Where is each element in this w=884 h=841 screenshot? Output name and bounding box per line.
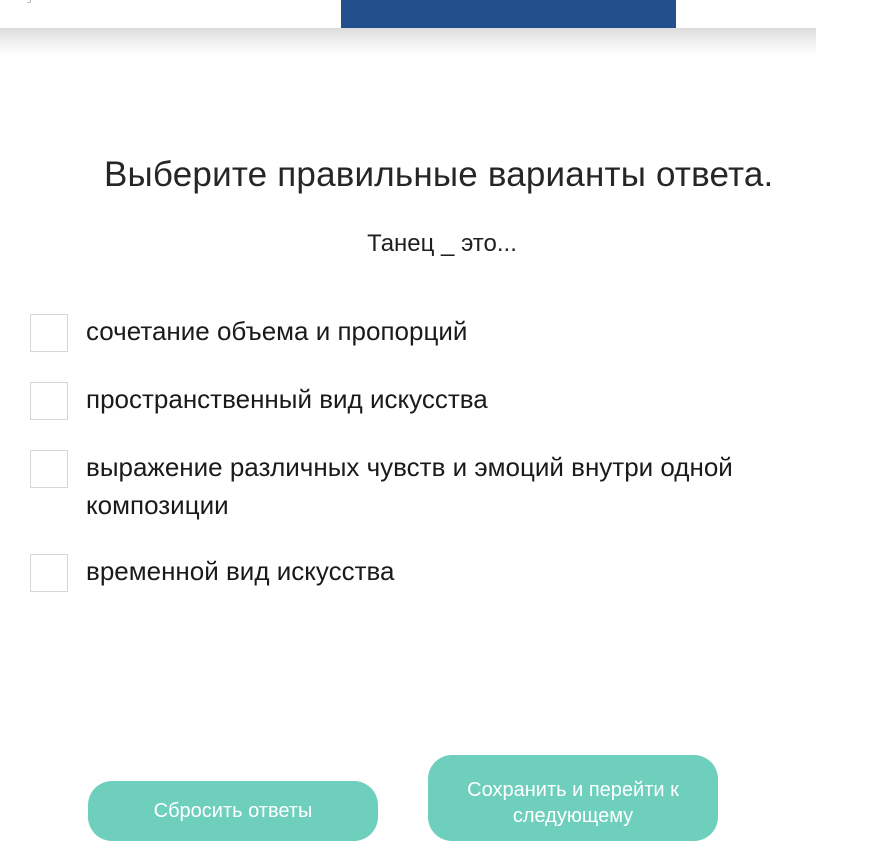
menu-corner-icon <box>27 0 35 4</box>
answer-options-list <box>30 312 816 620</box>
answer-checkbox[interactable] <box>30 382 68 420</box>
top-navigation-bar <box>0 0 816 28</box>
question-text: Танец _ это... <box>367 230 517 257</box>
answer-option[interactable] <box>30 312 816 352</box>
header-shadow <box>0 28 816 56</box>
reset-answers-button[interactable]: Сбросить ответы <box>88 781 378 841</box>
answer-option[interactable] <box>30 380 816 420</box>
answer-checkbox[interactable] <box>30 554 68 592</box>
instruction-heading: Выберите правильные варианты ответа. <box>104 155 774 194</box>
answer-checkbox[interactable] <box>30 314 68 352</box>
save-and-next-button[interactable]: Сохранить и перейти к следующему <box>428 755 718 841</box>
answer-option-label[interactable]: временной вид искусства <box>86 556 395 586</box>
answer-option-label[interactable]: сочетание объема и пропорций <box>86 316 468 346</box>
active-nav-tab[interactable] <box>341 0 676 28</box>
answer-option-label[interactable]: выражение различных чувств и эмоций внутри одной композиции <box>86 452 733 520</box>
answer-option[interactable] <box>30 552 816 592</box>
answer-checkbox[interactable] <box>30 450 68 488</box>
answer-option[interactable] <box>30 448 816 524</box>
answer-option-label[interactable]: пространственный вид искусства <box>86 384 488 414</box>
